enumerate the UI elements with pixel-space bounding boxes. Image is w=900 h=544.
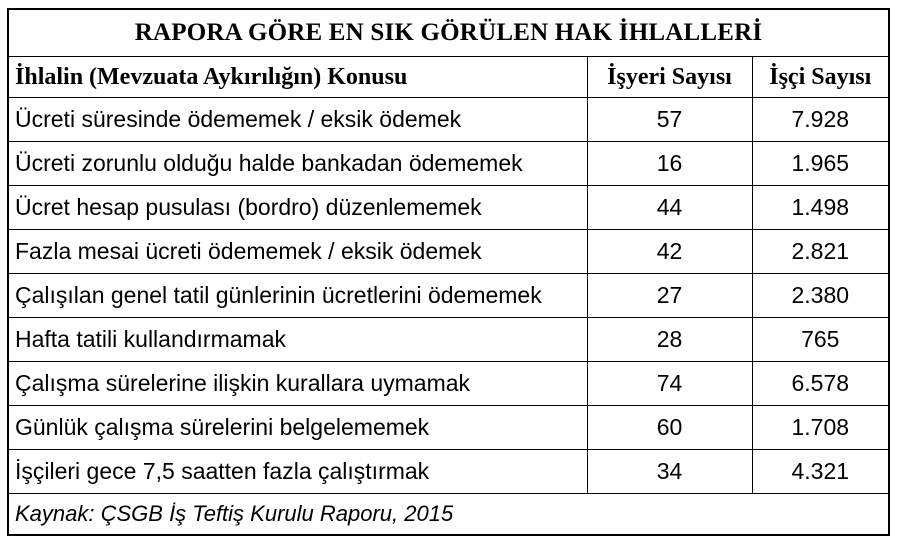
- row-workers: 4.321: [752, 450, 888, 494]
- header-subject: İhlalin (Mevzuata Aykırılığın) Konusu: [9, 57, 587, 98]
- row-workers: 2.380: [752, 274, 888, 318]
- row-workers: 1.708: [752, 406, 888, 450]
- row-workplaces: 42: [587, 230, 752, 274]
- table-row: [9, 318, 888, 362]
- table-row: [9, 98, 888, 142]
- row-workers: 1.965: [752, 142, 888, 186]
- row-subject: Ücret hesap pusulası (bordro) düzenlememek: [9, 186, 587, 230]
- table-row: [9, 230, 888, 274]
- table-row: [9, 450, 888, 494]
- row-subject: İşçileri gece 7,5 saatten fazla çalıştırmak: [9, 450, 587, 494]
- violations-table: [9, 10, 888, 534]
- row-workplaces: 28: [587, 318, 752, 362]
- table-title: RAPORA GÖRE EN SIK GÖRÜLEN HAK İHLALLERİ: [9, 10, 888, 57]
- row-subject: Günlük çalışma sürelerini belgelememek: [9, 406, 587, 450]
- row-subject: Hafta tatili kullandırmamak: [9, 318, 587, 362]
- violations-table-frame: [7, 8, 890, 536]
- row-workplaces: 60: [587, 406, 752, 450]
- table-row: [9, 186, 888, 230]
- row-subject: Ücreti süresinde ödememek / eksik ödemek: [9, 98, 587, 142]
- row-subject: Fazla mesai ücreti ödememek / eksik ödemek: [9, 230, 587, 274]
- row-workers: 7.928: [752, 98, 888, 142]
- row-workplaces: 57: [587, 98, 752, 142]
- row-workplaces: 74: [587, 362, 752, 406]
- table-row: [9, 406, 888, 450]
- row-workplaces: 34: [587, 450, 752, 494]
- source-note: Kaynak: ÇSGB İş Teftiş Kurulu Raporu, 2015: [9, 494, 888, 535]
- row-subject: Ücreti zorunlu olduğu halde bankadan ödememek: [9, 142, 587, 186]
- row-workers: 6.578: [752, 362, 888, 406]
- row-workplaces: 44: [587, 186, 752, 230]
- row-workers: 765: [752, 318, 888, 362]
- row-workplaces: 27: [587, 274, 752, 318]
- row-subject: Çalışma sürelerine ilişkin kurallara uymamak: [9, 362, 587, 406]
- table-row: [9, 362, 888, 406]
- row-workplaces: 16: [587, 142, 752, 186]
- row-subject: Çalışılan genel tatil günlerinin ücretlerini ödememek: [9, 274, 587, 318]
- table-row: [9, 142, 888, 186]
- table-row: [9, 274, 888, 318]
- row-workers: 1.498: [752, 186, 888, 230]
- header-workers: İşçi Sayısı: [752, 57, 888, 98]
- row-workers: 2.821: [752, 230, 888, 274]
- header-workplaces: İşyeri Sayısı: [587, 57, 752, 98]
